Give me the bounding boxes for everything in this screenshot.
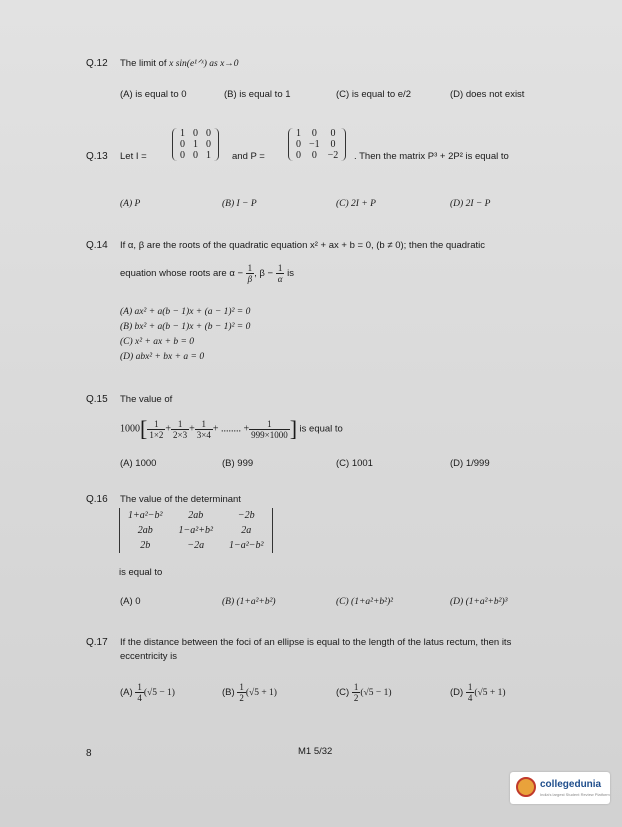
q13-tail: . Then the matrix P³ + 2P² is equal to xyxy=(354,151,509,162)
option-label: (A) xyxy=(120,687,133,699)
frac-den: 3×4 xyxy=(196,429,211,440)
q15-multiplier: 1000 xyxy=(120,423,140,435)
fraction-1-over-beta xyxy=(246,263,255,284)
frac-den: 999×1000 xyxy=(251,429,288,440)
q12-option-b: (B) is equal to 1 xyxy=(224,89,291,100)
det-cell: 1−a²−b² xyxy=(229,540,264,551)
det-cell: −2b xyxy=(237,510,255,521)
q14-option-c: (C) x² + ax + b = 0 xyxy=(120,337,195,347)
i-cell: 0 xyxy=(193,128,198,139)
i-cell: 0 xyxy=(180,139,185,150)
q12-option-a: (A) is equal to 0 xyxy=(120,89,187,100)
frac-den: 4 xyxy=(137,693,142,703)
frac-num: 1 xyxy=(147,419,165,430)
frac-num: 1 xyxy=(239,682,244,692)
det-cell: −2a xyxy=(187,540,205,551)
frac-num: 1 xyxy=(171,419,189,430)
q15-option-d: (D) 1/999 xyxy=(450,458,490,469)
frac-num: 1 xyxy=(195,419,213,430)
logo-name: collegedunia xyxy=(540,779,602,790)
frac-num: 1 xyxy=(467,682,473,692)
frac-den: α xyxy=(277,274,283,284)
q13-let: Let I = xyxy=(120,151,147,162)
q14-mid: , β − xyxy=(254,268,274,280)
logo-tagline: India's largest Student Review Platform xyxy=(540,792,610,797)
q14-option-b: (B) bx² + a(b − 1)x + (b − 1)² = 0 xyxy=(120,322,251,332)
q13-option-d: (D) 2I − P xyxy=(450,199,491,209)
det-cell: 2b xyxy=(140,540,151,551)
option-expr: (√5 + 1) xyxy=(245,688,277,699)
q16-option-c: (C) (1+a²+b²)² xyxy=(336,597,393,607)
p-cell: 0 xyxy=(296,150,301,161)
q14-line2-text: equation whose roots are α − xyxy=(120,268,243,280)
det-cell: 1−a²+b² xyxy=(178,525,213,536)
q15-dots: + ........ + xyxy=(212,423,250,435)
q12-expression: x sin(e¹ᐟˣ) as x→0 xyxy=(169,59,239,69)
q14-line1: If α, β are the roots of the quadratic equation x² + ax + b = 0, (b ≠ 0); then the quadratic xyxy=(120,240,485,251)
q14-option-a: (A) ax² + a(b − 1)x + (a − 1)² = 0 xyxy=(120,307,251,317)
frac-num: 1 xyxy=(249,419,290,430)
q15-stem: The value of xyxy=(120,394,173,405)
q16-option-b: (B) (1+a²+b²) xyxy=(222,597,276,607)
option-expr: (√5 + 1) xyxy=(474,688,506,699)
i-cell: 0 xyxy=(193,150,198,161)
q15-option-a: (A) 1000 xyxy=(120,458,157,469)
determinant xyxy=(119,508,273,553)
p-matrix xyxy=(288,128,346,161)
collegedunia-logo xyxy=(510,772,610,804)
option-label: (D) xyxy=(450,687,464,699)
i-cell: 1 xyxy=(180,128,185,139)
q14-number: Q.14 xyxy=(86,240,108,251)
p-cell: 0 xyxy=(296,139,301,150)
graduate-icon xyxy=(516,777,536,797)
q15-option-c: (C) 1001 xyxy=(336,458,373,469)
right-bracket: ] xyxy=(289,416,298,441)
i-cell: 0 xyxy=(180,150,185,161)
q15-option-b: (B) 999 xyxy=(222,458,254,469)
frac-den: 2 xyxy=(239,693,244,703)
frac-num: 1 xyxy=(137,682,142,692)
option-expr: (√5 − 1) xyxy=(143,688,175,699)
q14-option-d: (D) abx² + bx + a = 0 xyxy=(120,352,205,362)
option-label: (B) xyxy=(222,687,235,699)
det-cell: 2ab xyxy=(188,510,204,521)
q17-line1: If the distance between the foci of an ellipse is equal to the length of the latus rectum, then its xyxy=(120,637,512,648)
q17-number: Q.17 xyxy=(86,637,108,648)
frac-den: 2 xyxy=(353,693,359,703)
q17-option-d xyxy=(450,682,506,704)
q13-option-a: (A) P xyxy=(120,199,141,209)
footer-page-number: 8 xyxy=(86,748,92,759)
frac-den: 4 xyxy=(467,693,473,703)
q12-option-d: (D) does not exist xyxy=(450,89,525,100)
frac-den: β xyxy=(247,274,253,284)
q15-term-3 xyxy=(195,419,213,440)
frac-num: 1 xyxy=(247,263,253,273)
q12-stem-text: The limit of xyxy=(120,58,167,69)
fraction xyxy=(135,682,144,703)
det-cell: 2a xyxy=(241,525,252,536)
i-cell: 1 xyxy=(193,139,198,150)
p-cell: 0 xyxy=(311,150,317,161)
q16-stem: The value of the determinant xyxy=(120,494,241,505)
q15-tail: is equal to xyxy=(299,423,343,435)
q17-option-c xyxy=(336,682,392,704)
p-cell: −2 xyxy=(327,150,339,161)
q16-option-d: (D) (1+a²+b²)³ xyxy=(450,597,508,607)
q13-option-b: (B) I − P xyxy=(222,199,257,209)
i-cell: 1 xyxy=(206,150,211,161)
q15-term-1 xyxy=(147,419,165,440)
q13-and: and P = xyxy=(232,151,265,162)
q16-option-a: (A) 0 xyxy=(120,596,141,607)
q15-term-2 xyxy=(171,419,189,440)
q14-line2 xyxy=(120,263,294,285)
q15-expression: 1000[ $\frac{1}{1\times 2}$ + $\frac{1}{2\times 3}$ + $\frac{1}{3\times 4}$ + ........ + $\frac{1}{999\times 1000}$ ] is equal to xyxy=(120,416,343,441)
q14-is: is xyxy=(287,268,294,280)
p-cell: 0 xyxy=(311,128,317,139)
q13-number: Q.13 xyxy=(86,151,108,162)
p-cell: 0 xyxy=(330,128,336,139)
det-cell: 1+a²−b² xyxy=(128,510,163,521)
identity-matrix xyxy=(172,128,219,161)
p-cell: 1 xyxy=(296,128,301,139)
option-label: (C) xyxy=(336,687,350,699)
q15-term-last xyxy=(249,419,290,440)
det-cell: 2ab xyxy=(137,525,153,536)
q12-number: Q.12 xyxy=(86,58,108,69)
option-expr: (√5 − 1) xyxy=(360,688,392,699)
i-cell: 0 xyxy=(206,128,211,139)
q17-option-b xyxy=(222,682,277,704)
q13-option-c: (C) 2I + P xyxy=(336,199,376,209)
q16-number: Q.16 xyxy=(86,494,108,505)
q16-tail: is equal to xyxy=(119,567,163,578)
p-cell: 0 xyxy=(330,139,336,150)
fraction xyxy=(237,682,246,703)
left-bracket: [ xyxy=(140,416,148,441)
q17-option-a xyxy=(120,682,175,704)
fraction-1-over-alpha xyxy=(276,263,285,284)
q15-number: Q.15 xyxy=(86,394,108,405)
q12-stem xyxy=(120,58,239,70)
frac-den: 2×3 xyxy=(173,429,188,440)
footer-code: M1 5/32 xyxy=(298,746,333,757)
q12-option-c: (C) is equal to e/2 xyxy=(336,89,411,100)
frac-num: 1 xyxy=(276,263,285,274)
p-cell: −1 xyxy=(309,139,320,150)
i-cell: 0 xyxy=(206,139,211,150)
q17-line2: eccentricity is xyxy=(120,651,178,662)
frac-num: 1 xyxy=(353,682,359,692)
frac-den: 1×2 xyxy=(149,429,164,440)
